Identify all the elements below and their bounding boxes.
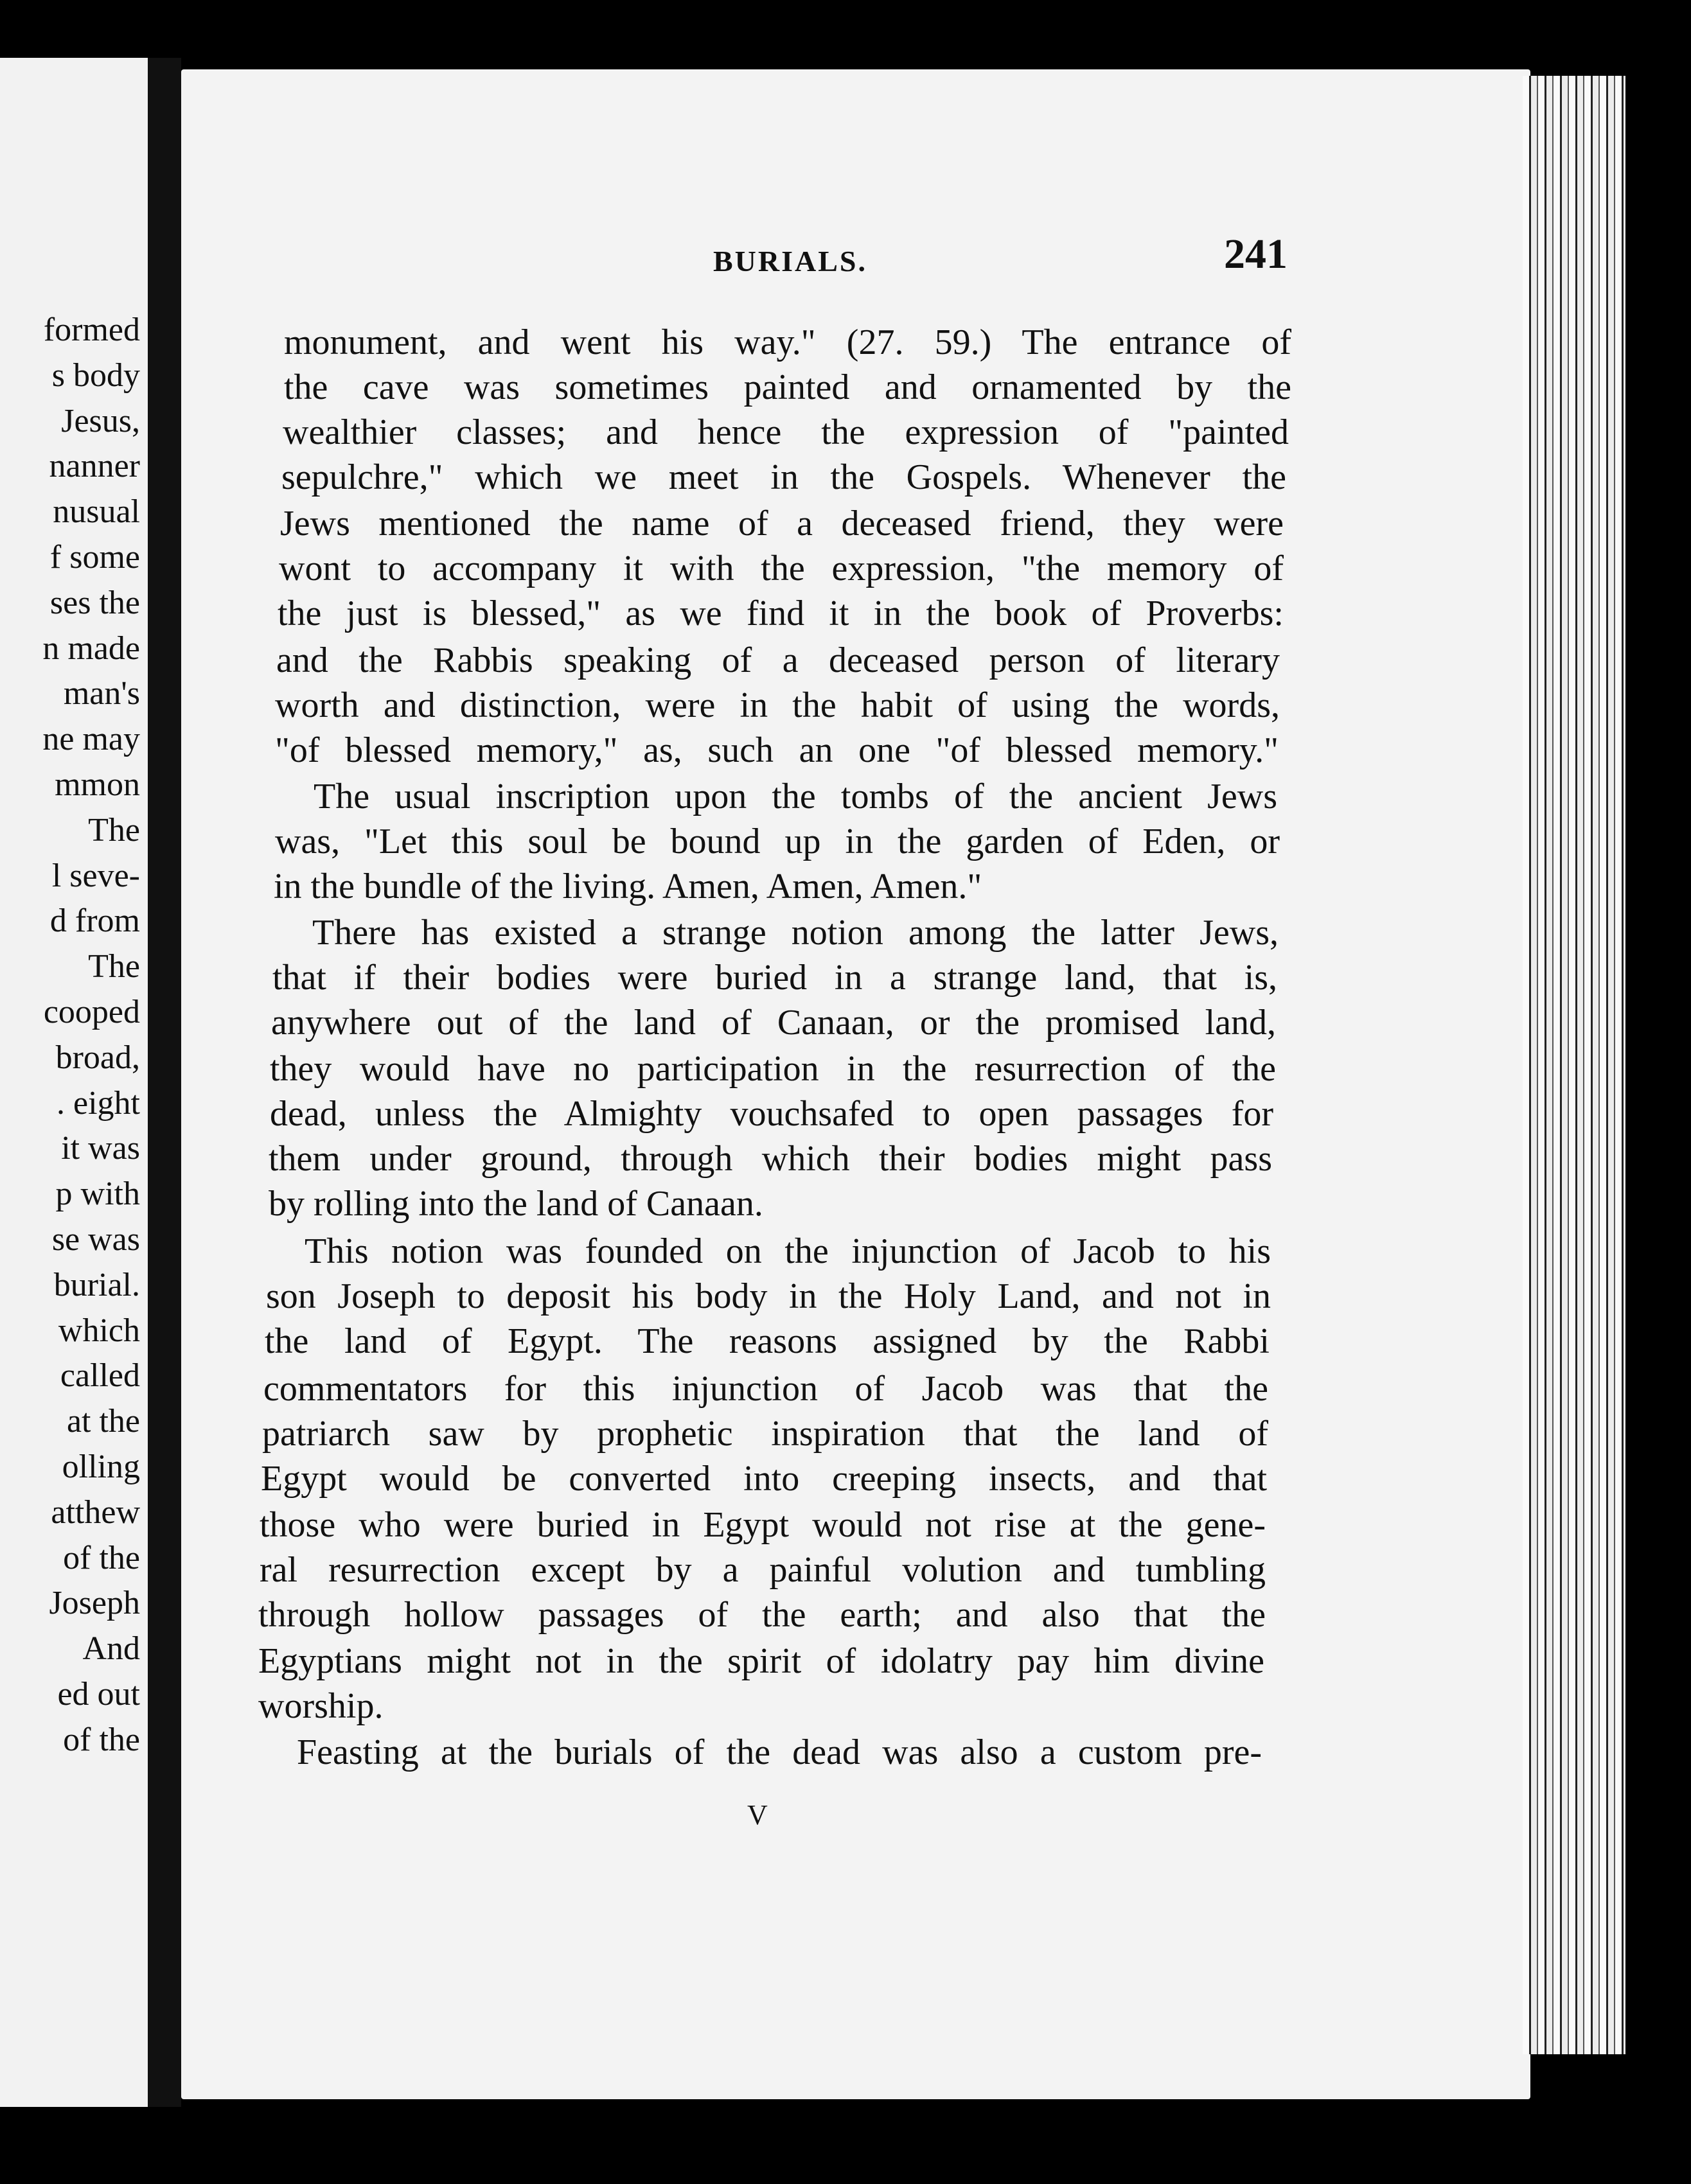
- left-page-line: of the: [63, 1539, 140, 1576]
- text-line: dead, unless the Almighty vouchsafed to open passages for: [270, 1094, 1273, 1134]
- text-line: ral resurrection except by a painful volution and tumbling: [260, 1550, 1266, 1590]
- left-page-line: at the: [66, 1403, 140, 1440]
- left-page-line: mmon: [55, 766, 140, 803]
- text-line: was, "Let this soul be bound up in the garden of Eden, or: [275, 822, 1280, 861]
- text-line: wont to accompany it with the expression, "the memory of: [279, 549, 1284, 588]
- text-line: sepulchre," which we meet in the Gospels. Whenever the: [281, 457, 1286, 497]
- left-page-line: l seve-: [51, 857, 140, 894]
- text-line: the cave was sometimes painted and ornamented by the: [284, 367, 1291, 407]
- left-page-line: And: [82, 1630, 140, 1668]
- text-line: they would have no participation in the resurrection of the: [270, 1049, 1276, 1089]
- text-line: that if their bodies were buried in a strange land, that is,: [272, 958, 1277, 998]
- text-line: son Joseph to deposit his body in the Holy Land, and not in: [266, 1276, 1271, 1316]
- text-line: worship.: [258, 1686, 384, 1726]
- text-line: the land of Egypt. The reasons assigned by the Rabbi: [265, 1321, 1270, 1361]
- left-page-line: cooped: [43, 994, 140, 1030]
- left-page-line: atthew: [51, 1493, 140, 1531]
- text-line: Egyptians might not in the spirit of idolatry pay him divine: [258, 1641, 1264, 1681]
- text-line: The usual inscription upon the tombs of the ancient Jews: [314, 777, 1277, 816]
- left-page-line: . eight: [57, 1084, 140, 1122]
- text-line: anywhere out of the land of Canaan, or the promised land,: [271, 1003, 1276, 1043]
- text-line: patriarch saw by prophetic inspiration that the land of: [262, 1414, 1268, 1454]
- left-page-line: of the: [63, 1721, 140, 1758]
- text-line: worth and distinction, were in the habit of using the words,: [275, 685, 1280, 725]
- text-line: commentators for this injunction of Jacob was that the: [263, 1369, 1268, 1409]
- page-number: 241: [1224, 231, 1288, 277]
- text-line: those who were buried in Egypt would not rise at the gene-: [260, 1505, 1266, 1545]
- left-page-line: formed: [43, 312, 140, 348]
- left-page-line: nusual: [53, 493, 140, 531]
- text-line: Egypt would be converted into creeping insects, and that: [261, 1459, 1267, 1499]
- left-page-line: nanner: [49, 448, 140, 485]
- text-line: monument, and went his way." (27. 59.) The entrance of: [284, 322, 1291, 362]
- text-line: and the Rabbis speaking of a deceased person of literary: [276, 640, 1280, 680]
- text-line: Jews mentioned the name of a deceased friend, they were: [280, 504, 1284, 543]
- text-line: them under ground, through which their bodies might pass: [269, 1139, 1272, 1179]
- left-page-line: broad,: [55, 1039, 140, 1076]
- left-page-line: s body: [51, 357, 140, 394]
- left-page: [0, 58, 148, 2107]
- text-line: by rolling into the land of Canaan.: [269, 1184, 763, 1224]
- gutter: [148, 58, 181, 2107]
- text-line: "of blessed memory," as, such an one "of blessed memory.": [275, 730, 1279, 770]
- page-edges: [1523, 76, 1625, 2054]
- text-line: There has existed a strange notion among the latter Jews,: [312, 913, 1279, 953]
- left-page-line: The: [88, 948, 140, 985]
- left-page-line: ne may: [42, 721, 140, 758]
- text-line: the just is blessed," as we find it in the book of Proverbs:: [278, 594, 1284, 633]
- text-line: in the bundle of the living. Amen, Amen, Amen.": [274, 867, 982, 906]
- text-line: This notion was founded on the injunction of Jacob to his: [305, 1231, 1271, 1271]
- running-head: BURIALS.: [713, 245, 868, 277]
- left-page-line: ses the: [49, 584, 140, 621]
- text-line: through hollow passages of the earth; and also that the: [258, 1595, 1266, 1635]
- text-line: Feasting at the burials of the dead was also a custom pre-: [297, 1732, 1262, 1772]
- left-page-line: burial.: [53, 1266, 140, 1303]
- left-page-line: it was: [61, 1130, 140, 1167]
- left-page-line: f some: [49, 539, 140, 576]
- left-page-line: The: [88, 811, 140, 849]
- text-line: wealthier classes; and hence the expression of "painted: [283, 412, 1289, 452]
- left-page-line: which: [58, 1312, 140, 1349]
- left-page-line: n made: [42, 630, 140, 667]
- left-page-line: called: [60, 1357, 140, 1395]
- left-page-line: Joseph: [49, 1585, 140, 1622]
- left-page-line: olling: [62, 1449, 140, 1485]
- signature-mark: V: [747, 1799, 768, 1831]
- left-page-line: d from: [49, 903, 140, 940]
- left-page-line: p with: [55, 1176, 140, 1213]
- left-page-line: se was: [51, 1221, 140, 1258]
- left-page-line: ed out: [57, 1676, 140, 1713]
- left-page-line: man's: [63, 675, 140, 712]
- left-page-line: Jesus,: [61, 402, 140, 439]
